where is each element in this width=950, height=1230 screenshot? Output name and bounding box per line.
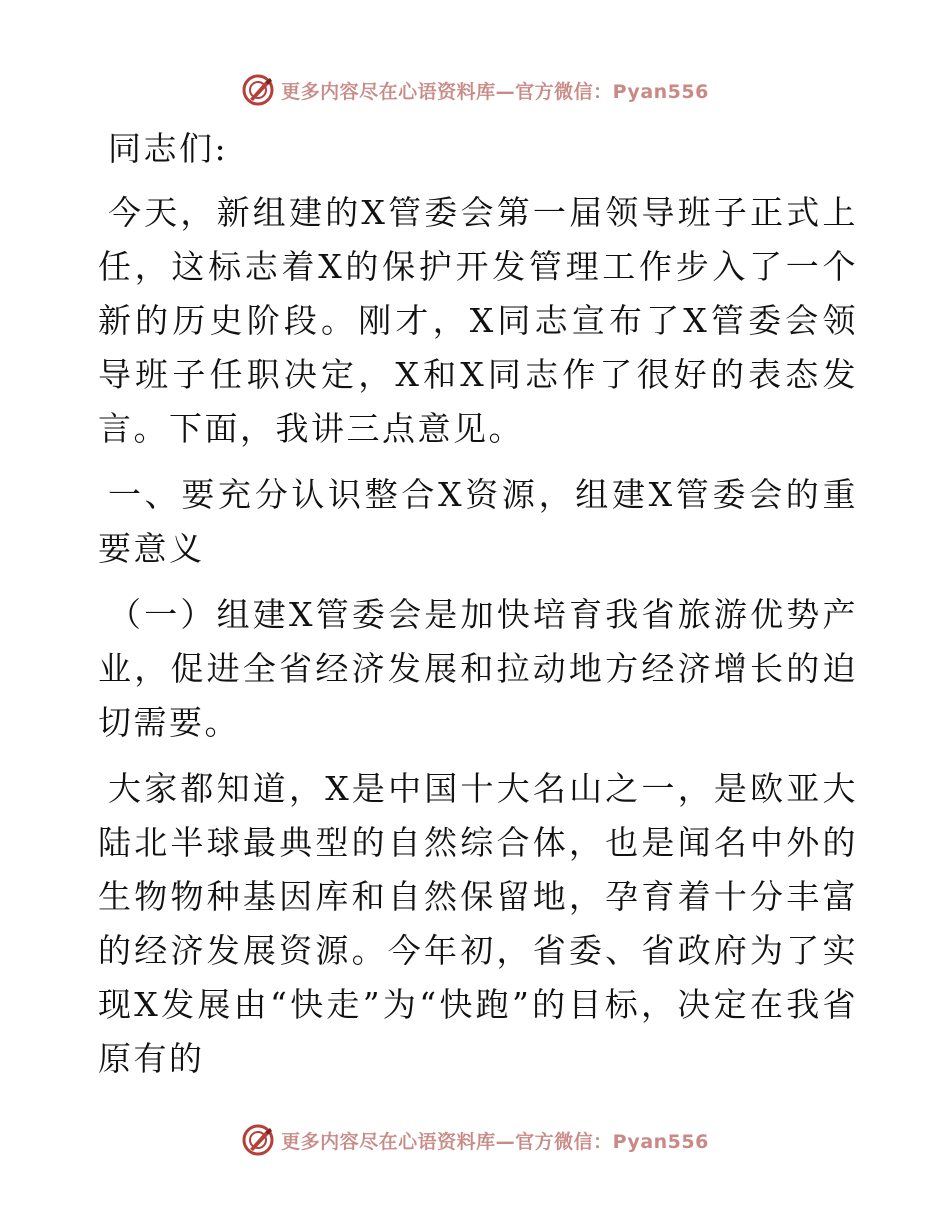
paragraph-intro: 今天，新组建的X管委会第一届领导班子正式上任，这标志着X的保护开发管理工作步入了一个新的历史阶段。刚才，X同志宣布了X管委会领导班子任职决定，X和X同志作了很好的表态发言。下面，我讲三点意见。	[98, 193, 858, 448]
document-body	[98, 122, 858, 1086]
logo-icon	[241, 1123, 275, 1157]
header-watermark	[0, 70, 950, 110]
section-heading-1: 一、要充分认识整合X资源，组建X管委会的重要意义	[98, 475, 858, 568]
salutation: 同志们:	[108, 129, 229, 168]
paragraph-body: 大家都知道，X是中国十大名山之一，是欧亚大陆北半球最典型的自然综合体，也是闻名中外的生物物种基因库和自然保留地，孕育着十分丰富的经济发展资源。今年初，省委、省政府为了实现X发展由“快走”为“快跑”的目标，决定在我省原有的	[98, 769, 858, 1078]
logo-icon	[241, 73, 275, 107]
subsection-heading-1: （一）组建X管委会是加快培育我省旅游优势产业，促进全省经济发展和拉动地方经济增长的迫切需要。	[98, 595, 858, 742]
watermark-text: 更多内容尽在心语资料库—官方微信：Pyan556	[281, 80, 709, 103]
footer-watermark	[0, 1120, 950, 1160]
watermark-text: 更多内容尽在心语资料库—官方微信：Pyan556	[281, 1130, 709, 1153]
